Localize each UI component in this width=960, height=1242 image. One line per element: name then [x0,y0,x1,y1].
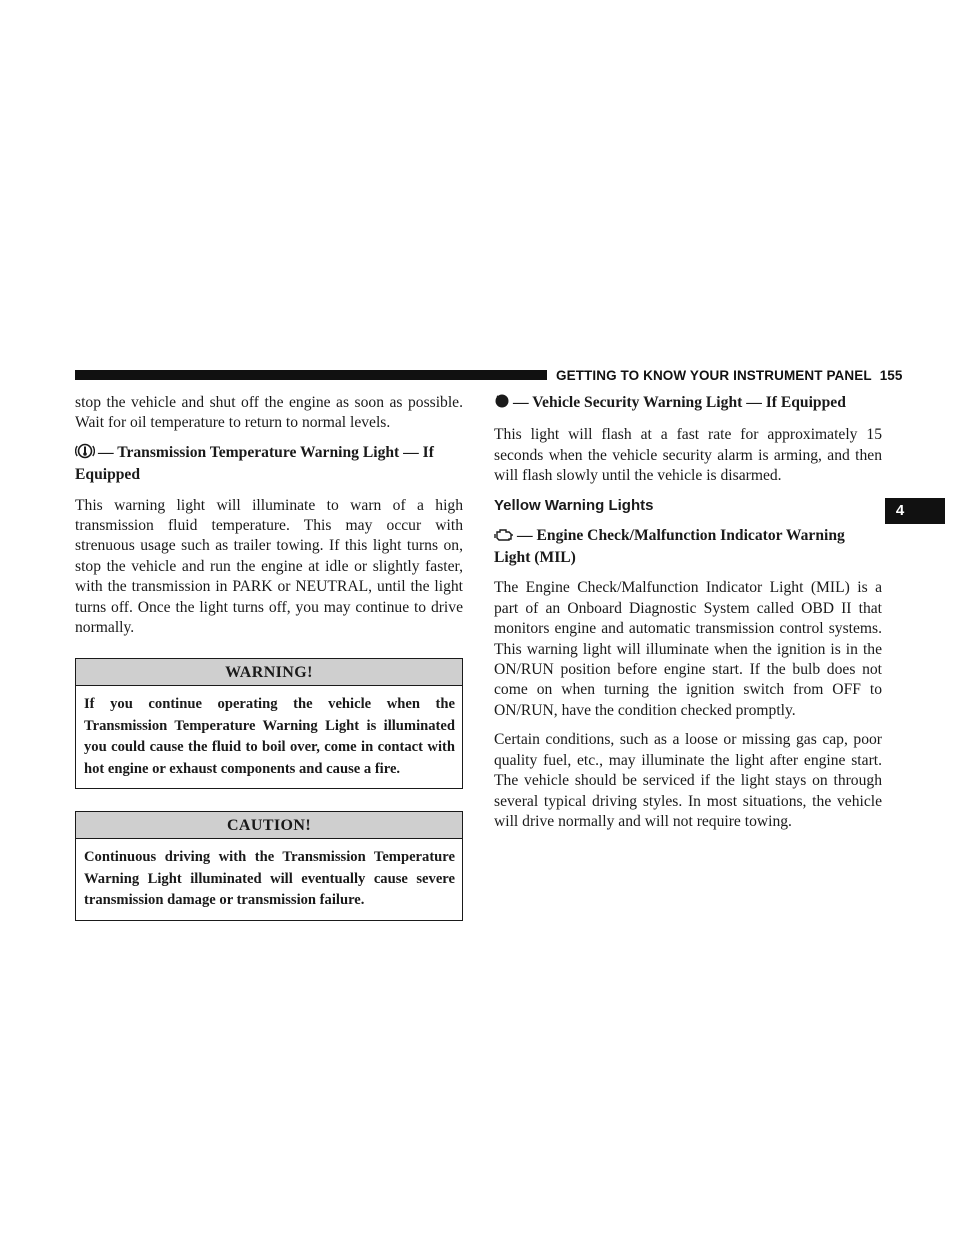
warning-box [75,658,463,789]
header-title: GETTING TO KNOW YOUR INSTRUMENT PANEL [556,368,872,383]
transmission-temperature-icon [75,443,95,465]
mil-paragraph-2: Certain conditions, such as a loose or missing gas cap, poor quality fuel, etc., may illuminate the light after engine start. The vehicle should be serviced if the light stays on through several typical driving styles. In most situations, the vehicle will drive normally and will not require towing. [494,731,882,830]
caution-body: Continuous driving with the Transmission Temperature Warning Light illuminated will eventually cause severe transmission damage or transmission failure. [84,849,455,909]
caution-title: CAUTION! [76,812,462,839]
engine-heading-text: — Engine Check/Malfunction Indicator Warning Light (MIL) [494,526,845,567]
transmission-heading [75,443,463,486]
vehicle-security-icon [494,393,510,415]
intro-paragraph: stop the vehicle and shut off the engine as soon as possible. Wait for oil temperature to return to normal levels. [75,394,463,432]
section-title: Yellow Warning Lights [494,496,654,514]
transmission-heading-text: — Transmission Temperature Warning Light — If Equipped [75,443,434,484]
transmission-paragraph: This warning light will illuminate to warn of a high transmission fluid temperature. This may occur with strenuous usage such as trailer towing. If this light turns on, stop the vehicle and run the engine at idle or slightly faster, with the transmission in PARK or NEUTRAL, until the light turns off. Once the light turns off, you may continue to drive normally. [75,496,463,637]
chapter-tab: 4 [885,498,945,524]
header-rule [75,370,547,380]
security-heading-text: — Vehicle Security Warning Light — If Equipped [513,394,846,411]
caution-box [75,811,463,921]
running-header [556,368,903,383]
security-heading [494,393,882,415]
check-engine-icon [494,528,514,548]
left-column [75,393,463,921]
warning-title: WARNING! [76,659,462,686]
right-column [494,393,882,841]
engine-heading [494,526,882,569]
page-number: 155 [879,368,903,383]
security-paragraph: This light will flash at a fast rate for approximately 15 seconds when the vehicle security alarm is arming, and then will flash slowly until the vehicle is disarmed. [494,426,882,485]
warning-body: If you continue operating the vehicle when the Transmission Temperature Warning Light is illuminated you could cause the fluid to boil over, come in contact with hot engine or exhaust components and cause a fire. [84,696,455,777]
mil-paragraph-1: The Engine Check/Malfunction Indicator Light (MIL) is a part of an Onboard Diagnostic System called OBD II that monitors engine and automatic transmission control systems. This warning light will illuminate when the ignition is in the ON/RUN position before engine start. If the bulb does not come on when turning the ignition switch from OFF to ON/RUN, have the condition checked promptly. [494,579,882,719]
